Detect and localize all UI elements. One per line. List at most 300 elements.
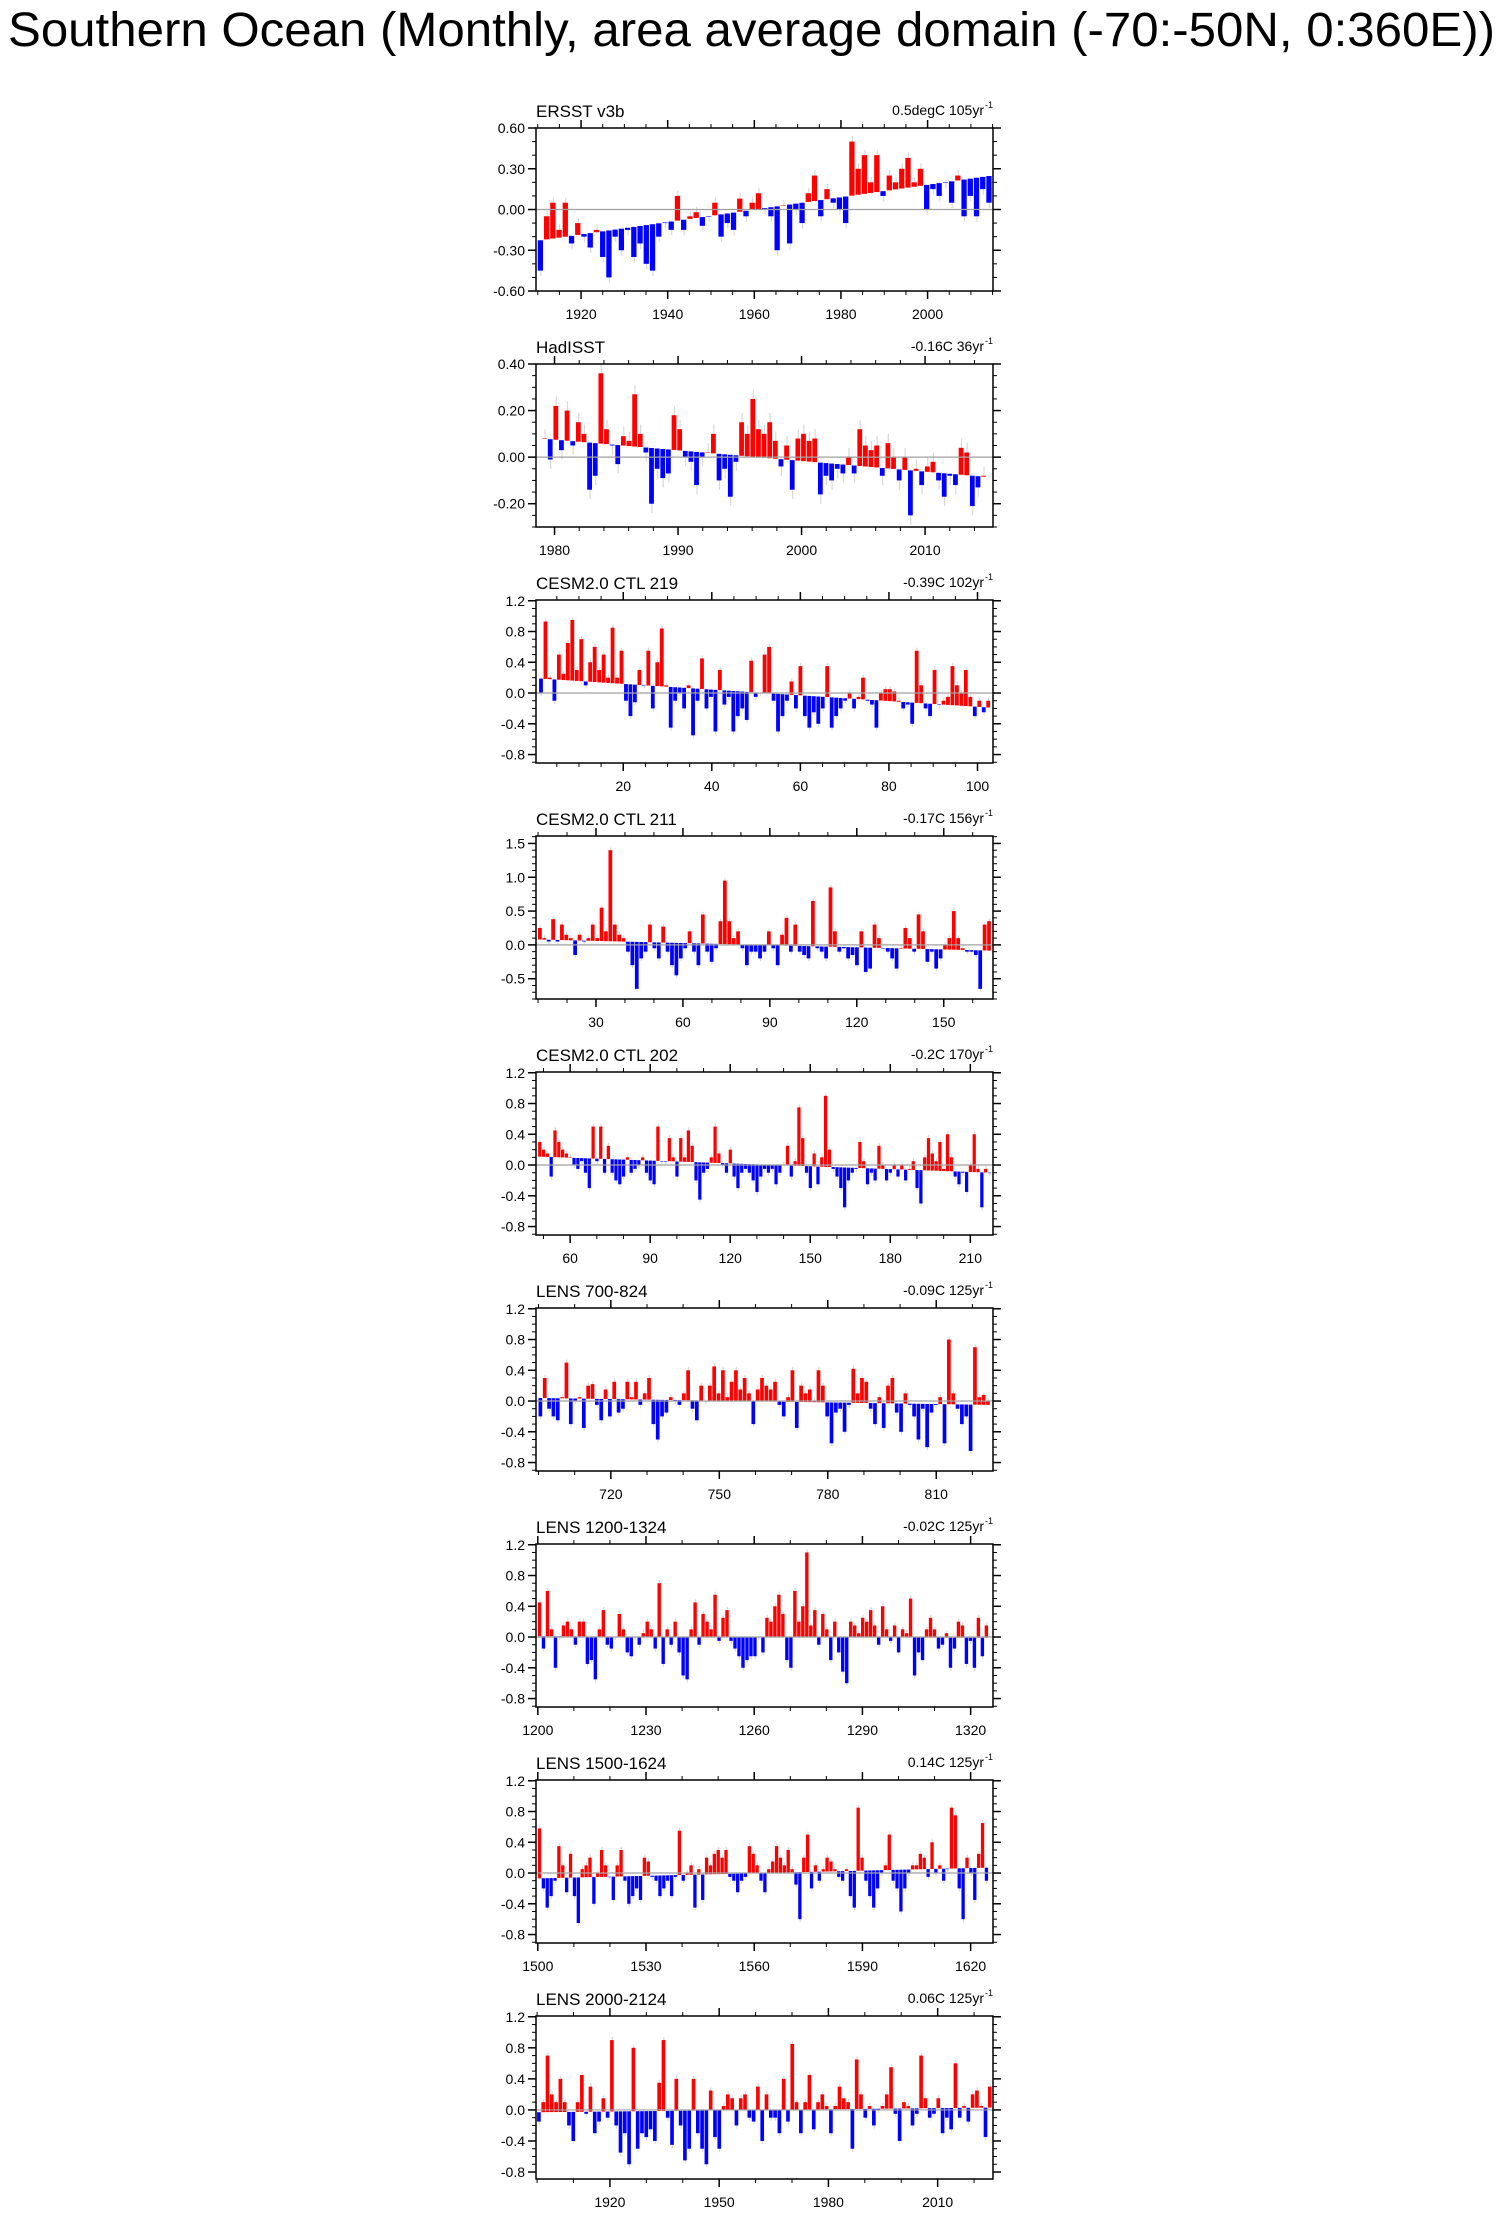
- x-tick-label: 60: [562, 1250, 578, 1266]
- bar-below-trend: [880, 468, 885, 476]
- bar-above-trend: [828, 1150, 831, 1167]
- bar-above-trend: [773, 1382, 777, 1402]
- bar-above-trend: [961, 948, 965, 950]
- bar-above-trend: [553, 406, 558, 440]
- bar-above-trend: [874, 446, 879, 468]
- bar-above-trend: [816, 2102, 820, 2109]
- bar-above-trend: [734, 1370, 738, 1401]
- bar-above-trend: [885, 1629, 888, 1637]
- bar-below-trend: [961, 180, 966, 217]
- bar-below-trend: [943, 182, 948, 183]
- bar-below-trend: [941, 2108, 945, 2133]
- bar-below-trend: [706, 216, 711, 217]
- y-tick-label: 1.5: [505, 835, 525, 852]
- bar-above-trend: [988, 2087, 992, 2108]
- y-tick-label: -0.5: [500, 970, 525, 987]
- bar-above-trend: [877, 1397, 881, 1403]
- bar-above-trend: [626, 1157, 629, 1159]
- bar-above-trend: [575, 670, 579, 681]
- bar-above-trend: [713, 1854, 716, 1874]
- bar-above-trend: [763, 655, 767, 693]
- bar-above-trend: [955, 176, 960, 181]
- bar-above-trend: [632, 394, 637, 446]
- bar-below-trend: [840, 465, 845, 474]
- bar-above-trend: [632, 2048, 636, 2111]
- panel-trend-label: -0.09C 125yr: [903, 1282, 984, 1298]
- x-tick-label: 1990: [662, 542, 694, 558]
- bar-below-trend: [832, 1167, 835, 1169]
- data-envelope: [612, 445, 613, 455]
- bar-above-trend: [564, 935, 568, 940]
- bar-above-trend: [756, 2087, 760, 2110]
- bar-below-trend: [919, 471, 924, 485]
- bar-above-trend: [948, 938, 952, 949]
- bar-above-trend: [931, 462, 936, 473]
- bar-above-trend: [668, 1138, 671, 1161]
- bar-below-trend: [623, 2111, 627, 2133]
- bar-below-trend: [873, 1403, 877, 1424]
- bar-above-trend: [586, 938, 590, 941]
- bar-above-trend: [977, 1854, 980, 1868]
- panel-title: CESM2.0 CTL 202: [536, 1046, 679, 1065]
- bar-above-trend: [962, 2106, 966, 2108]
- bar-below-trend: [872, 1870, 875, 1907]
- panel-trend-label-superscript: -1: [985, 100, 994, 110]
- bar-above-trend: [664, 685, 668, 686]
- x-tick-label: 120: [718, 1250, 742, 1266]
- bar-above-trend: [546, 1591, 549, 1636]
- bar-above-trend: [642, 1633, 645, 1636]
- bar-above-trend: [570, 620, 574, 681]
- y-tick-label: 0.4: [505, 2070, 525, 2087]
- bar-below-trend: [679, 2111, 683, 2126]
- bar-below-trend: [774, 1165, 777, 1184]
- bar-above-trend: [859, 2094, 863, 2109]
- bar-above-trend: [669, 1397, 673, 1400]
- bar-below-trend: [753, 1637, 756, 1656]
- panel-trend-label-superscript: -1: [985, 1752, 994, 1762]
- bar-below-trend: [984, 2108, 988, 2137]
- y-tick-label: 0.4: [505, 1598, 525, 1615]
- bar-below-trend: [599, 1399, 603, 1420]
- bar-below-trend: [973, 1638, 976, 1668]
- bar-above-trend: [849, 1622, 852, 1638]
- panel-trend-label-superscript: -1: [985, 808, 994, 818]
- bar-above-trend: [899, 169, 904, 189]
- bar-below-trend: [949, 1638, 952, 1668]
- bar-below-trend: [985, 1868, 988, 1881]
- bar-above-trend: [593, 647, 597, 682]
- bar-below-trend: [795, 1402, 799, 1428]
- bar-above-trend: [616, 1865, 619, 1876]
- bar-below-trend: [736, 691, 740, 716]
- y-tick-label: 0.40: [497, 356, 525, 372]
- series-bars: [538, 1805, 988, 1926]
- y-tick-label: -0.20: [493, 495, 525, 512]
- data-envelope: [570, 1154, 571, 1157]
- bar-above-trend: [933, 670, 937, 704]
- bar-above-trend: [717, 1393, 721, 1400]
- bar-above-trend: [683, 1157, 686, 1161]
- bar-above-trend: [977, 1618, 980, 1638]
- x-tick-label: 1320: [955, 1722, 987, 1738]
- bar-below-trend: [622, 1160, 625, 1177]
- bar-below-trend: [949, 181, 954, 202]
- bar-above-trend: [542, 938, 546, 940]
- panel-trend-label-superscript: -1: [985, 572, 994, 582]
- bar-above-trend: [914, 469, 919, 471]
- data-envelope: [665, 222, 666, 228]
- bar-below-trend: [734, 455, 739, 462]
- bar-below-trend: [946, 1869, 949, 1870]
- bar-below-trend: [785, 1637, 788, 1660]
- bar-above-trend: [824, 189, 829, 199]
- x-tick-label: 40: [704, 778, 720, 794]
- bar-above-trend: [712, 1366, 716, 1400]
- bar-above-trend: [597, 670, 601, 682]
- bar-below-trend: [662, 1875, 665, 1888]
- bar-below-trend: [778, 1165, 781, 1173]
- bar-above-trend: [565, 411, 570, 441]
- bar-below-trend: [877, 1637, 880, 1644]
- bar-below-trend: [843, 1167, 846, 1207]
- y-tick-label: 1.2: [505, 1536, 525, 1553]
- bar-above-trend: [591, 1127, 594, 1159]
- bar-below-trend: [834, 1403, 838, 1413]
- bar-above-trend: [790, 1869, 793, 1872]
- bar-above-trend: [787, 1850, 790, 1872]
- data-envelope: [708, 443, 709, 453]
- bar-above-trend: [936, 2098, 940, 2108]
- bar-below-trend: [835, 464, 840, 469]
- bar-below-trend: [847, 1168, 850, 1181]
- bar-above-trend: [688, 931, 692, 943]
- figure-title: Southern Ocean (Monthly, area average domain (-70:-50N, 0:360E)): [8, 4, 1495, 57]
- bar-below-trend: [745, 692, 749, 720]
- y-tick-label: -0.60: [493, 283, 525, 299]
- bar-below-trend: [798, 1872, 801, 1919]
- bar-above-trend: [643, 1393, 647, 1399]
- x-tick-label: 2000: [912, 306, 944, 322]
- bar-above-trend: [745, 434, 750, 456]
- bar-above-trend: [565, 1363, 569, 1399]
- bar-below-trend: [842, 947, 846, 948]
- bar-below-trend: [853, 1871, 856, 1908]
- bar-above-trend: [591, 925, 595, 941]
- bar-above-trend: [762, 434, 767, 458]
- y-tick-label: 0.4: [505, 1834, 525, 1851]
- bar-above-trend: [725, 1610, 728, 1637]
- bar-above-trend: [675, 2079, 679, 2111]
- bar-below-trend: [936, 473, 941, 481]
- bar-below-trend: [868, 948, 872, 969]
- bar-below-trend: [732, 1874, 735, 1881]
- bar-below-trend: [743, 211, 748, 216]
- bar-above-trend: [672, 415, 677, 450]
- bar-below-trend: [930, 949, 934, 951]
- bar-below-trend: [654, 1876, 657, 1881]
- bar-above-trend: [551, 919, 555, 940]
- bar-above-trend: [672, 1157, 675, 1161]
- bar-below-trend: [759, 1873, 762, 1881]
- bar-above-trend: [893, 182, 898, 189]
- bar-above-trend: [881, 2106, 885, 2109]
- bar-above-trend: [864, 1382, 868, 1403]
- bar-above-trend: [647, 1378, 651, 1400]
- bar-below-trend: [731, 213, 736, 230]
- bar-below-trend: [559, 440, 564, 450]
- x-tick-label: 2010: [909, 542, 941, 558]
- bar-below-trend: [630, 1637, 633, 1657]
- bar-above-trend: [904, 1393, 908, 1403]
- bar-below-trend: [781, 694, 785, 716]
- bar-above-trend: [591, 1384, 595, 1399]
- bar-above-trend: [969, 1165, 972, 1172]
- bar-below-trend: [656, 223, 661, 236]
- bar-above-trend: [620, 651, 624, 684]
- bar-below-trend: [710, 944, 714, 962]
- bar-below-trend: [537, 2112, 541, 2121]
- bar-above-trend: [821, 2094, 825, 2109]
- bar-above-trend: [713, 1595, 716, 1637]
- bar-below-trend: [890, 948, 894, 958]
- bar-below-trend: [855, 947, 859, 965]
- bar-above-trend: [661, 927, 665, 943]
- bar-below-trend: [913, 1638, 916, 1676]
- bar-above-trend: [986, 701, 990, 708]
- bar-above-trend: [738, 1390, 742, 1402]
- bar-below-trend: [584, 681, 588, 685]
- bar-above-trend: [984, 1169, 987, 1173]
- bar-above-trend: [887, 176, 892, 191]
- data-envelope: [544, 429, 545, 439]
- bar-above-trend: [861, 1618, 864, 1638]
- panel-1: [493, 100, 1001, 322]
- bar-below-trend: [924, 185, 929, 210]
- bar-below-trend: [623, 1876, 626, 1880]
- bar-above-trend: [627, 441, 632, 446]
- bar-above-trend: [849, 142, 854, 196]
- bar-below-trend: [761, 1637, 764, 1652]
- y-tick-label: -0.8: [500, 1690, 525, 1707]
- bar-above-trend: [756, 429, 761, 457]
- x-tick-label: 80: [881, 778, 897, 794]
- bar-above-trend: [542, 1150, 545, 1157]
- bar-above-trend: [557, 1142, 560, 1157]
- bar-above-trend: [775, 1846, 778, 1873]
- bar-above-trend: [625, 1382, 629, 1400]
- bar-below-trend: [697, 943, 701, 965]
- x-tick-label: 210: [958, 1250, 983, 1266]
- bar-above-trend: [610, 2040, 614, 2111]
- bar-below-trend: [658, 1875, 661, 1896]
- bar-above-trend: [923, 1157, 926, 1170]
- bar-below-trend: [824, 947, 828, 959]
- bar-below-trend: [683, 2111, 687, 2161]
- bar-above-trend: [809, 1626, 812, 1638]
- bar-above-trend: [687, 1130, 690, 1162]
- bar-below-trend: [786, 2110, 790, 2122]
- y-tick-label: -0.8: [500, 1454, 525, 1471]
- bar-above-trend: [860, 1378, 864, 1403]
- bar-below-trend: [843, 1403, 847, 1432]
- bar-below-trend: [774, 206, 779, 250]
- bar-below-trend: [988, 1173, 991, 1174]
- panel-trend-label: -0.16C 36yr: [910, 338, 984, 354]
- bar-below-trend: [754, 945, 758, 952]
- bar-above-trend: [950, 1157, 953, 1171]
- bar-below-trend: [818, 200, 823, 216]
- bar-below-trend: [881, 948, 885, 949]
- bar-below-trend: [807, 696, 811, 728]
- bar-above-trend: [718, 670, 722, 690]
- bar-below-trend: [851, 2109, 855, 2149]
- bar-below-trend: [908, 470, 913, 515]
- bar-above-trend: [893, 1626, 896, 1638]
- bar-below-trend: [760, 2110, 764, 2141]
- bar-above-trend: [561, 1150, 564, 1158]
- bar-above-trend: [883, 689, 887, 701]
- bar-above-trend: [946, 697, 950, 705]
- bar-below-trend: [643, 448, 648, 453]
- bar-above-trend: [579, 639, 583, 681]
- x-tick-label: 120: [845, 1014, 869, 1030]
- bar-above-trend: [951, 666, 955, 705]
- bar-below-trend: [755, 1164, 758, 1192]
- bar-above-trend: [987, 921, 991, 950]
- bar-above-trend: [964, 670, 968, 706]
- bar-above-trend: [769, 1622, 772, 1637]
- bar-above-trend: [675, 196, 680, 221]
- bar-below-trend: [911, 2108, 915, 2125]
- bar-above-trend: [961, 1626, 964, 1638]
- bar-below-trend: [849, 1871, 852, 1896]
- bar-below-trend: [790, 1166, 793, 1177]
- bar-below-trend: [805, 1166, 808, 1173]
- bar-above-trend: [869, 450, 874, 467]
- bar-below-trend: [930, 1404, 934, 1413]
- bar-below-trend: [638, 1400, 642, 1405]
- bar-below-trend: [838, 1403, 842, 1409]
- x-tick-label: 750: [707, 1486, 731, 1502]
- bar-above-trend: [678, 1831, 681, 1875]
- bar-above-trend: [755, 1865, 758, 1873]
- bar-below-trend: [695, 1400, 699, 1420]
- bar-above-trend: [808, 2075, 812, 2109]
- bar-above-trend: [777, 1595, 780, 1637]
- bar-below-trend: [637, 1160, 640, 1165]
- bar-below-trend: [606, 230, 611, 277]
- bar-below-trend: [664, 1161, 667, 1162]
- bar-above-trend: [598, 1629, 601, 1636]
- bar-below-trend: [982, 707, 986, 712]
- bar-below-trend: [582, 941, 586, 942]
- bar-below-trend: [949, 2108, 953, 2129]
- bar-above-trend: [858, 1142, 861, 1168]
- panel-trend-label: -0.17C 156yr: [903, 810, 984, 826]
- bar-above-trend: [687, 216, 692, 219]
- bar-above-trend: [693, 212, 698, 218]
- bar-above-trend: [812, 176, 817, 201]
- bar-below-trend: [767, 1165, 770, 1173]
- y-tick-label: 0.8: [505, 1095, 525, 1112]
- bar-above-trend: [687, 685, 691, 688]
- bar-above-trend: [955, 685, 959, 705]
- bar-above-trend: [752, 1854, 755, 1873]
- bar-below-trend: [606, 1637, 609, 1645]
- bar-above-trend: [799, 1386, 803, 1402]
- bar-below-trend: [611, 1159, 614, 1173]
- bar-below-trend: [600, 231, 605, 257]
- bar-below-trend: [626, 942, 630, 952]
- x-tick-label: 1950: [703, 2194, 735, 2210]
- bar-below-trend: [682, 688, 686, 709]
- bar-above-trend: [915, 1865, 918, 1869]
- bar-above-trend: [771, 1862, 774, 1873]
- bar-above-trend: [709, 2091, 713, 2111]
- bar-above-trend: [806, 1835, 809, 1872]
- x-tick-label: 1620: [955, 1958, 987, 1974]
- bar-below-trend: [896, 1169, 899, 1176]
- y-tick-label: 0.4: [505, 1362, 525, 1379]
- series-bars: [538, 1549, 988, 1686]
- bar-above-trend: [544, 216, 549, 239]
- bar-above-trend: [604, 429, 609, 444]
- bar-below-trend: [612, 230, 617, 237]
- bar-below-trend: [864, 948, 868, 972]
- bar-below-trend: [717, 454, 722, 481]
- bar-above-trend: [550, 203, 555, 239]
- bar-above-trend: [692, 2079, 696, 2111]
- bar-below-trend: [737, 1637, 740, 1656]
- bar-above-trend: [582, 434, 587, 442]
- bar-above-trend: [833, 2106, 837, 2109]
- bar-below-trend: [882, 1403, 886, 1428]
- bar-above-trend: [538, 1828, 541, 1878]
- bar-above-trend: [964, 452, 969, 475]
- bar-above-trend: [938, 1142, 941, 1171]
- bar-above-trend: [879, 693, 883, 701]
- bar-below-trend: [843, 698, 847, 700]
- bar-above-trend: [947, 1340, 951, 1405]
- panel-9: [501, 1988, 1001, 2210]
- bar-above-trend: [711, 434, 716, 453]
- bar-above-trend: [604, 1865, 607, 1876]
- bar-above-trend: [602, 655, 606, 683]
- bar-below-trend: [771, 945, 775, 948]
- x-tick-label: 1290: [846, 1722, 879, 1738]
- bar-below-trend: [649, 2111, 653, 2129]
- bar-below-trend: [635, 942, 639, 989]
- bar-above-trend: [677, 429, 682, 450]
- panel-title: LENS 1200-1324: [536, 1518, 667, 1537]
- bar-below-trend: [569, 236, 574, 244]
- bar-above-trend: [650, 1629, 653, 1636]
- y-tick-label: 0.0: [505, 685, 525, 702]
- bar-above-trend: [544, 622, 548, 679]
- bar-below-trend: [772, 694, 776, 701]
- y-tick-label: 1.2: [505, 592, 525, 609]
- bar-below-trend: [889, 1637, 892, 1640]
- bar-above-trend: [622, 1629, 625, 1636]
- bar-below-trend: [573, 940, 577, 955]
- bar-above-trend: [790, 2044, 794, 2110]
- bar-below-trend: [685, 1637, 688, 1680]
- bar-below-trend: [626, 1637, 629, 1653]
- bar-below-trend: [978, 950, 982, 988]
- y-tick-label: 0.0: [505, 1157, 525, 1174]
- bar-below-trend: [763, 945, 767, 952]
